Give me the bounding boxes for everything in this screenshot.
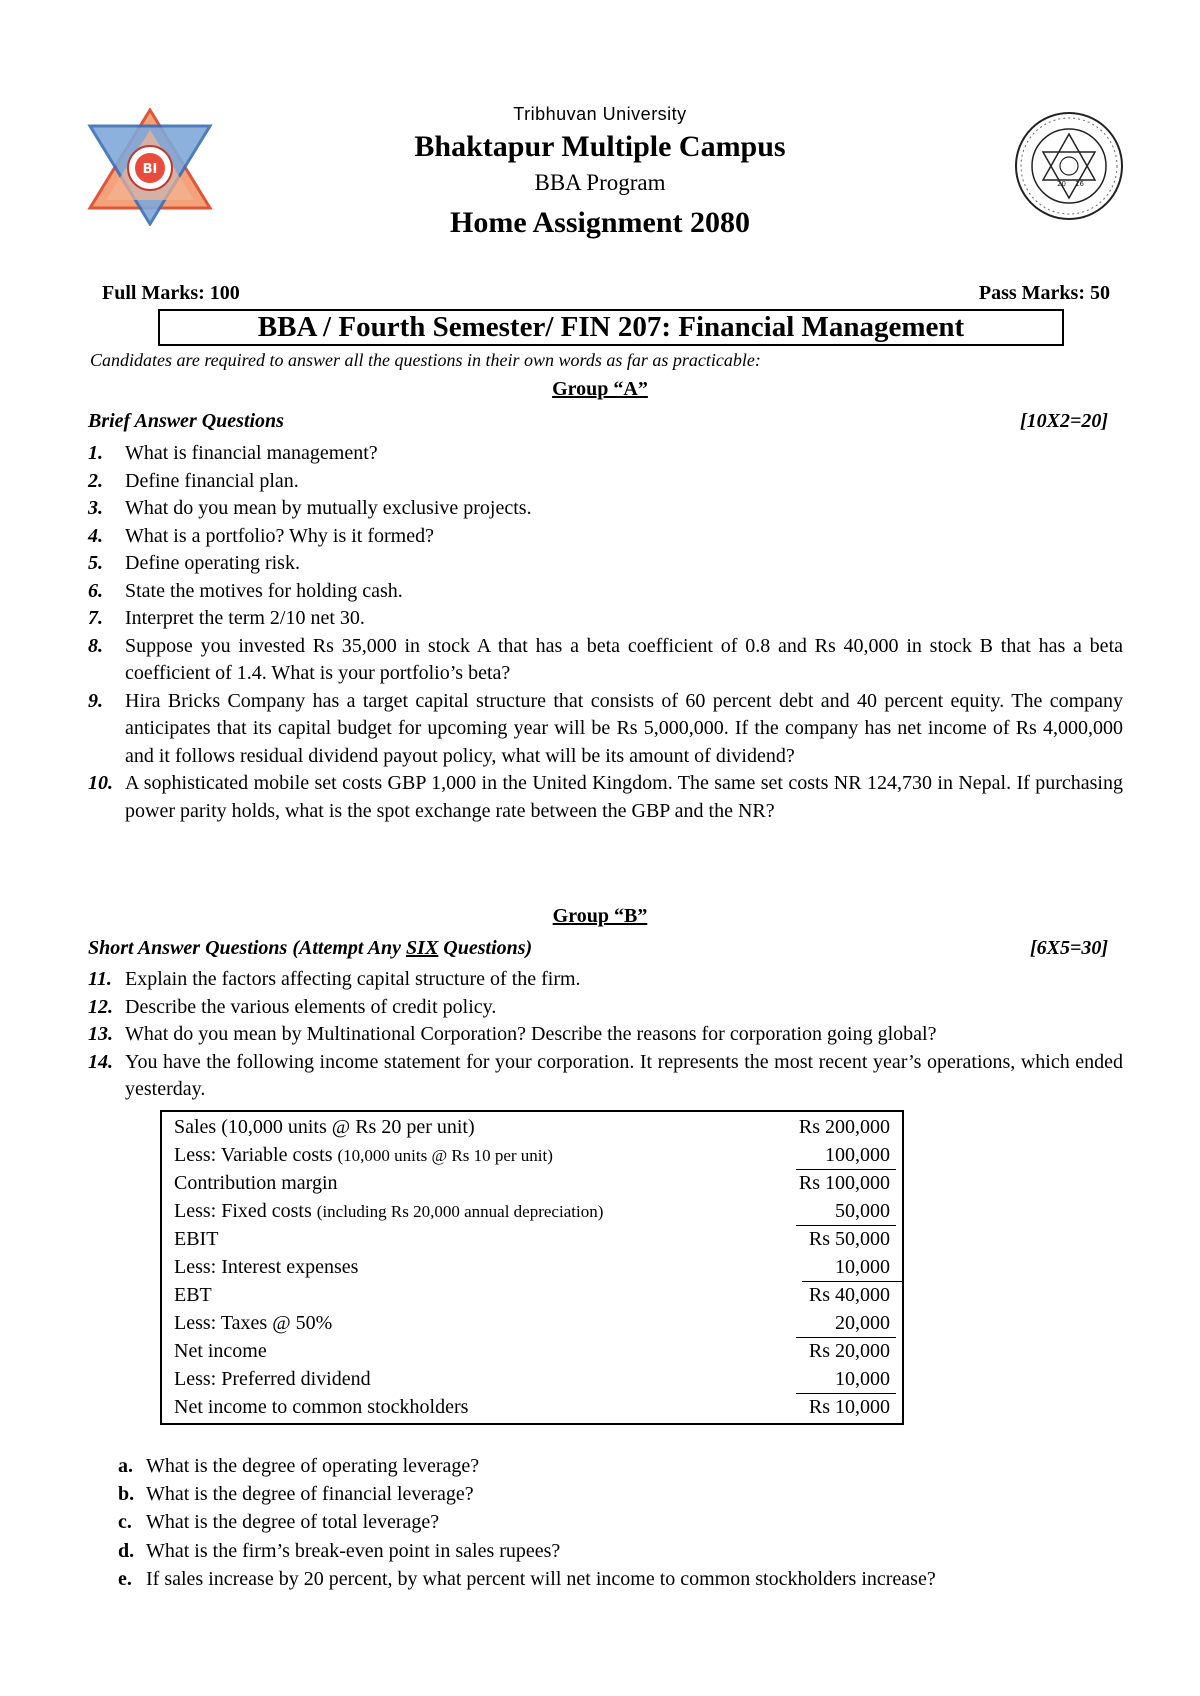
question-item [88,550,1123,578]
table-row [174,1309,902,1337]
marks-row [102,282,1110,305]
question-item [88,495,1123,523]
row-value: Rs 100,000 [798,1172,890,1194]
row-value: 10,000 [835,1368,890,1390]
table-row [174,1169,902,1197]
question-number: 1. [88,442,103,464]
group-a-marks: [10X2=20] [1019,410,1108,432]
question-item [88,523,1123,551]
question-text: Describe the various elements of credit policy. [125,995,497,1018]
question-number: 13. [88,1023,113,1045]
row-label [174,1141,553,1170]
question-number: 6. [88,579,103,602]
question-item [88,578,1123,606]
question-text: What is financial management? [125,442,378,464]
group-b-marks: [6X5=30] [1029,937,1108,959]
question-text: Define operating risk. [125,552,300,574]
instruction-text: Candidates are required to answer all the questions in their own words as far as practicable: [90,350,761,370]
question-text: Hira Bricks Company has a target capital structure that consists of 60 percent debt and 40 percent equity. The company anticipates that its capital budget for upcoming year will be Rs 5,000,000. If the company has net income of Rs 4,000,000 and it follows residual dividend payout policy, what will be its amount of dividend? [125,689,1123,767]
group-b-section-title [88,937,532,959]
question-number: 4. [88,524,103,547]
program-name: BBA Program [534,170,666,195]
sub-question-text: If sales increase by 20 percent, by what percent will net income to common stockholders increase? [146,1567,936,1590]
row-value: 10,000 [835,1256,890,1278]
sub-question-item [118,1508,936,1536]
sub-question-list [118,1452,936,1593]
row-label-main: Less: Fixed costs [174,1200,317,1222]
section-title-suffix: Questions) [438,937,533,959]
row-value: 100,000 [825,1144,890,1166]
table-row [174,1225,902,1253]
table-row [174,1141,902,1169]
question-text: You have the following income statement for your corporation. It represents the most recent year’s operations, which ended yesterday. [125,1050,1123,1100]
row-label: Less: Taxes @ 50% [174,1312,333,1334]
question-number: 9. [88,689,103,712]
group-a-section-row [88,410,1108,433]
sub-question-item [118,1537,936,1565]
row-value: 20,000 [835,1312,890,1334]
group-a-heading: Group “A” [552,378,648,400]
question-item [88,688,1123,771]
question-text: A sophisticated mobile set costs GBP 1,000 in the United Kingdom. The same set costs NR 124,730 in Nepal. If purchasing power parity holds, what is the spot exchange rate between the GBP and the NR? [125,772,1123,822]
row-label: Net income to common stockholders [174,1396,469,1418]
row-label: Net income [174,1340,267,1362]
assignment-title: Home Assignment 2080 [450,206,750,239]
table-row [174,1337,902,1365]
row-value: Rs 50,000 [808,1228,890,1250]
table-row [174,1113,902,1141]
question-item [88,994,1123,1022]
question-item [88,605,1123,633]
question-item [88,966,1123,994]
question-number: 8. [88,634,103,657]
question-number: 12. [88,995,113,1018]
question-text: What do you mean by mutually exclusive projects. [125,497,532,519]
group-a-section-title: Brief Answer Questions [88,410,284,432]
group-a-question-list [88,440,1123,825]
question-item [88,1049,1123,1104]
question-item [88,440,1123,468]
sub-question-text: What is the degree of financial leverage? [146,1483,474,1506]
section-title-emphasis: SIX [406,937,439,959]
row-value: 50,000 [835,1200,890,1222]
question-number: 2. [88,469,103,492]
section-title-prefix: Short Answer Questions (Attempt Any [88,937,407,959]
group-b-heading: Group “B” [552,905,648,927]
sub-question-text: What is the degree of total leverage? [146,1511,440,1534]
sub-question-text: What is the degree of operating leverage? [146,1455,480,1477]
university-name: Tribhuvan University [513,104,687,124]
question-item [88,468,1123,496]
sub-question-item [118,1480,936,1508]
svg-text:20: 20 [1057,180,1066,188]
group-b-section-row [88,937,1108,960]
question-text: What is a portfolio? Why is it formed? [125,524,434,547]
sub-question-letter: e. [118,1567,132,1590]
question-number: 11. [88,968,112,990]
course-title-box: BBA / Fourth Semester/ FIN 207: Financial Management [158,309,1064,346]
question-item [88,770,1123,825]
row-label: EBIT [174,1228,219,1250]
sub-question-letter: d. [118,1539,135,1562]
sub-question-letter: b. [118,1483,135,1506]
question-text: Interpret the term 2/10 net 30. [125,607,365,629]
row-label: EBT [174,1284,212,1306]
subtotal-rule [796,1169,896,1170]
sub-question-item [118,1565,936,1593]
svg-text:16: 16 [1075,180,1084,188]
table-row [174,1365,902,1393]
row-label-note: (including Rs 20,000 annual depreciation) [316,1202,604,1221]
question-text: State the motives for holding cash. [125,579,403,602]
question-text: Explain the factors affecting capital structure of the firm. [125,968,581,990]
row-value: Rs 200,000 [798,1116,890,1138]
row-label [174,1197,603,1226]
sub-question-text: What is the firm’s break-even point in sales rupees? [146,1539,561,1562]
question-text: Define financial plan. [125,469,299,492]
row-label: Less: Preferred dividend [174,1368,371,1390]
row-value: Rs 10,000 [808,1396,890,1418]
row-value: Rs 20,000 [808,1340,890,1362]
question-item [88,1021,1123,1049]
question-number: 14. [88,1050,113,1073]
question-text: Suppose you invested Rs 35,000 in stock A that has a beta coefficient of 0.8 and Rs 40,000 in stock B that has a beta coefficient of 1.4. What is your portfolio’s beta? [125,634,1123,684]
subtotal-rule [796,1337,896,1338]
campus-name: Bhaktapur Multiple Campus [414,130,786,163]
svg-text:BI: BI [142,162,158,177]
question-number: 5. [88,552,103,574]
row-label-note: (10,000 units @ Rs 10 per unit) [337,1146,553,1165]
question-number: 7. [88,607,103,629]
question-item [88,633,1123,688]
pass-marks: Pass Marks: 50 [978,282,1110,304]
sub-question-item [118,1452,936,1480]
row-label: Less: Interest expenses [174,1256,359,1278]
row-value: Rs 40,000 [808,1284,890,1306]
subtotal-rule [796,1393,896,1394]
question-number: 10. [88,772,113,794]
table-row [174,1281,902,1309]
income-statement-table [160,1110,904,1425]
row-label-main: Less: Variable costs [174,1144,338,1166]
group-b-question-list [88,966,1123,1104]
question-text: What do you mean by Multinational Corporation? Describe the reasons for corporation going global? [125,1023,937,1045]
subtotal-rule [802,1281,902,1282]
table-row [174,1197,902,1225]
sub-question-letter: a. [118,1455,133,1477]
row-label: Contribution margin [174,1172,338,1194]
sub-question-letter: c. [118,1511,132,1534]
table-row [174,1393,902,1421]
table-row [174,1253,902,1281]
full-marks: Full Marks: 100 [102,282,240,304]
row-label: Sales (10,000 units @ Rs 20 per unit) [174,1116,475,1138]
subtotal-rule [796,1225,896,1226]
question-number: 3. [88,497,103,519]
